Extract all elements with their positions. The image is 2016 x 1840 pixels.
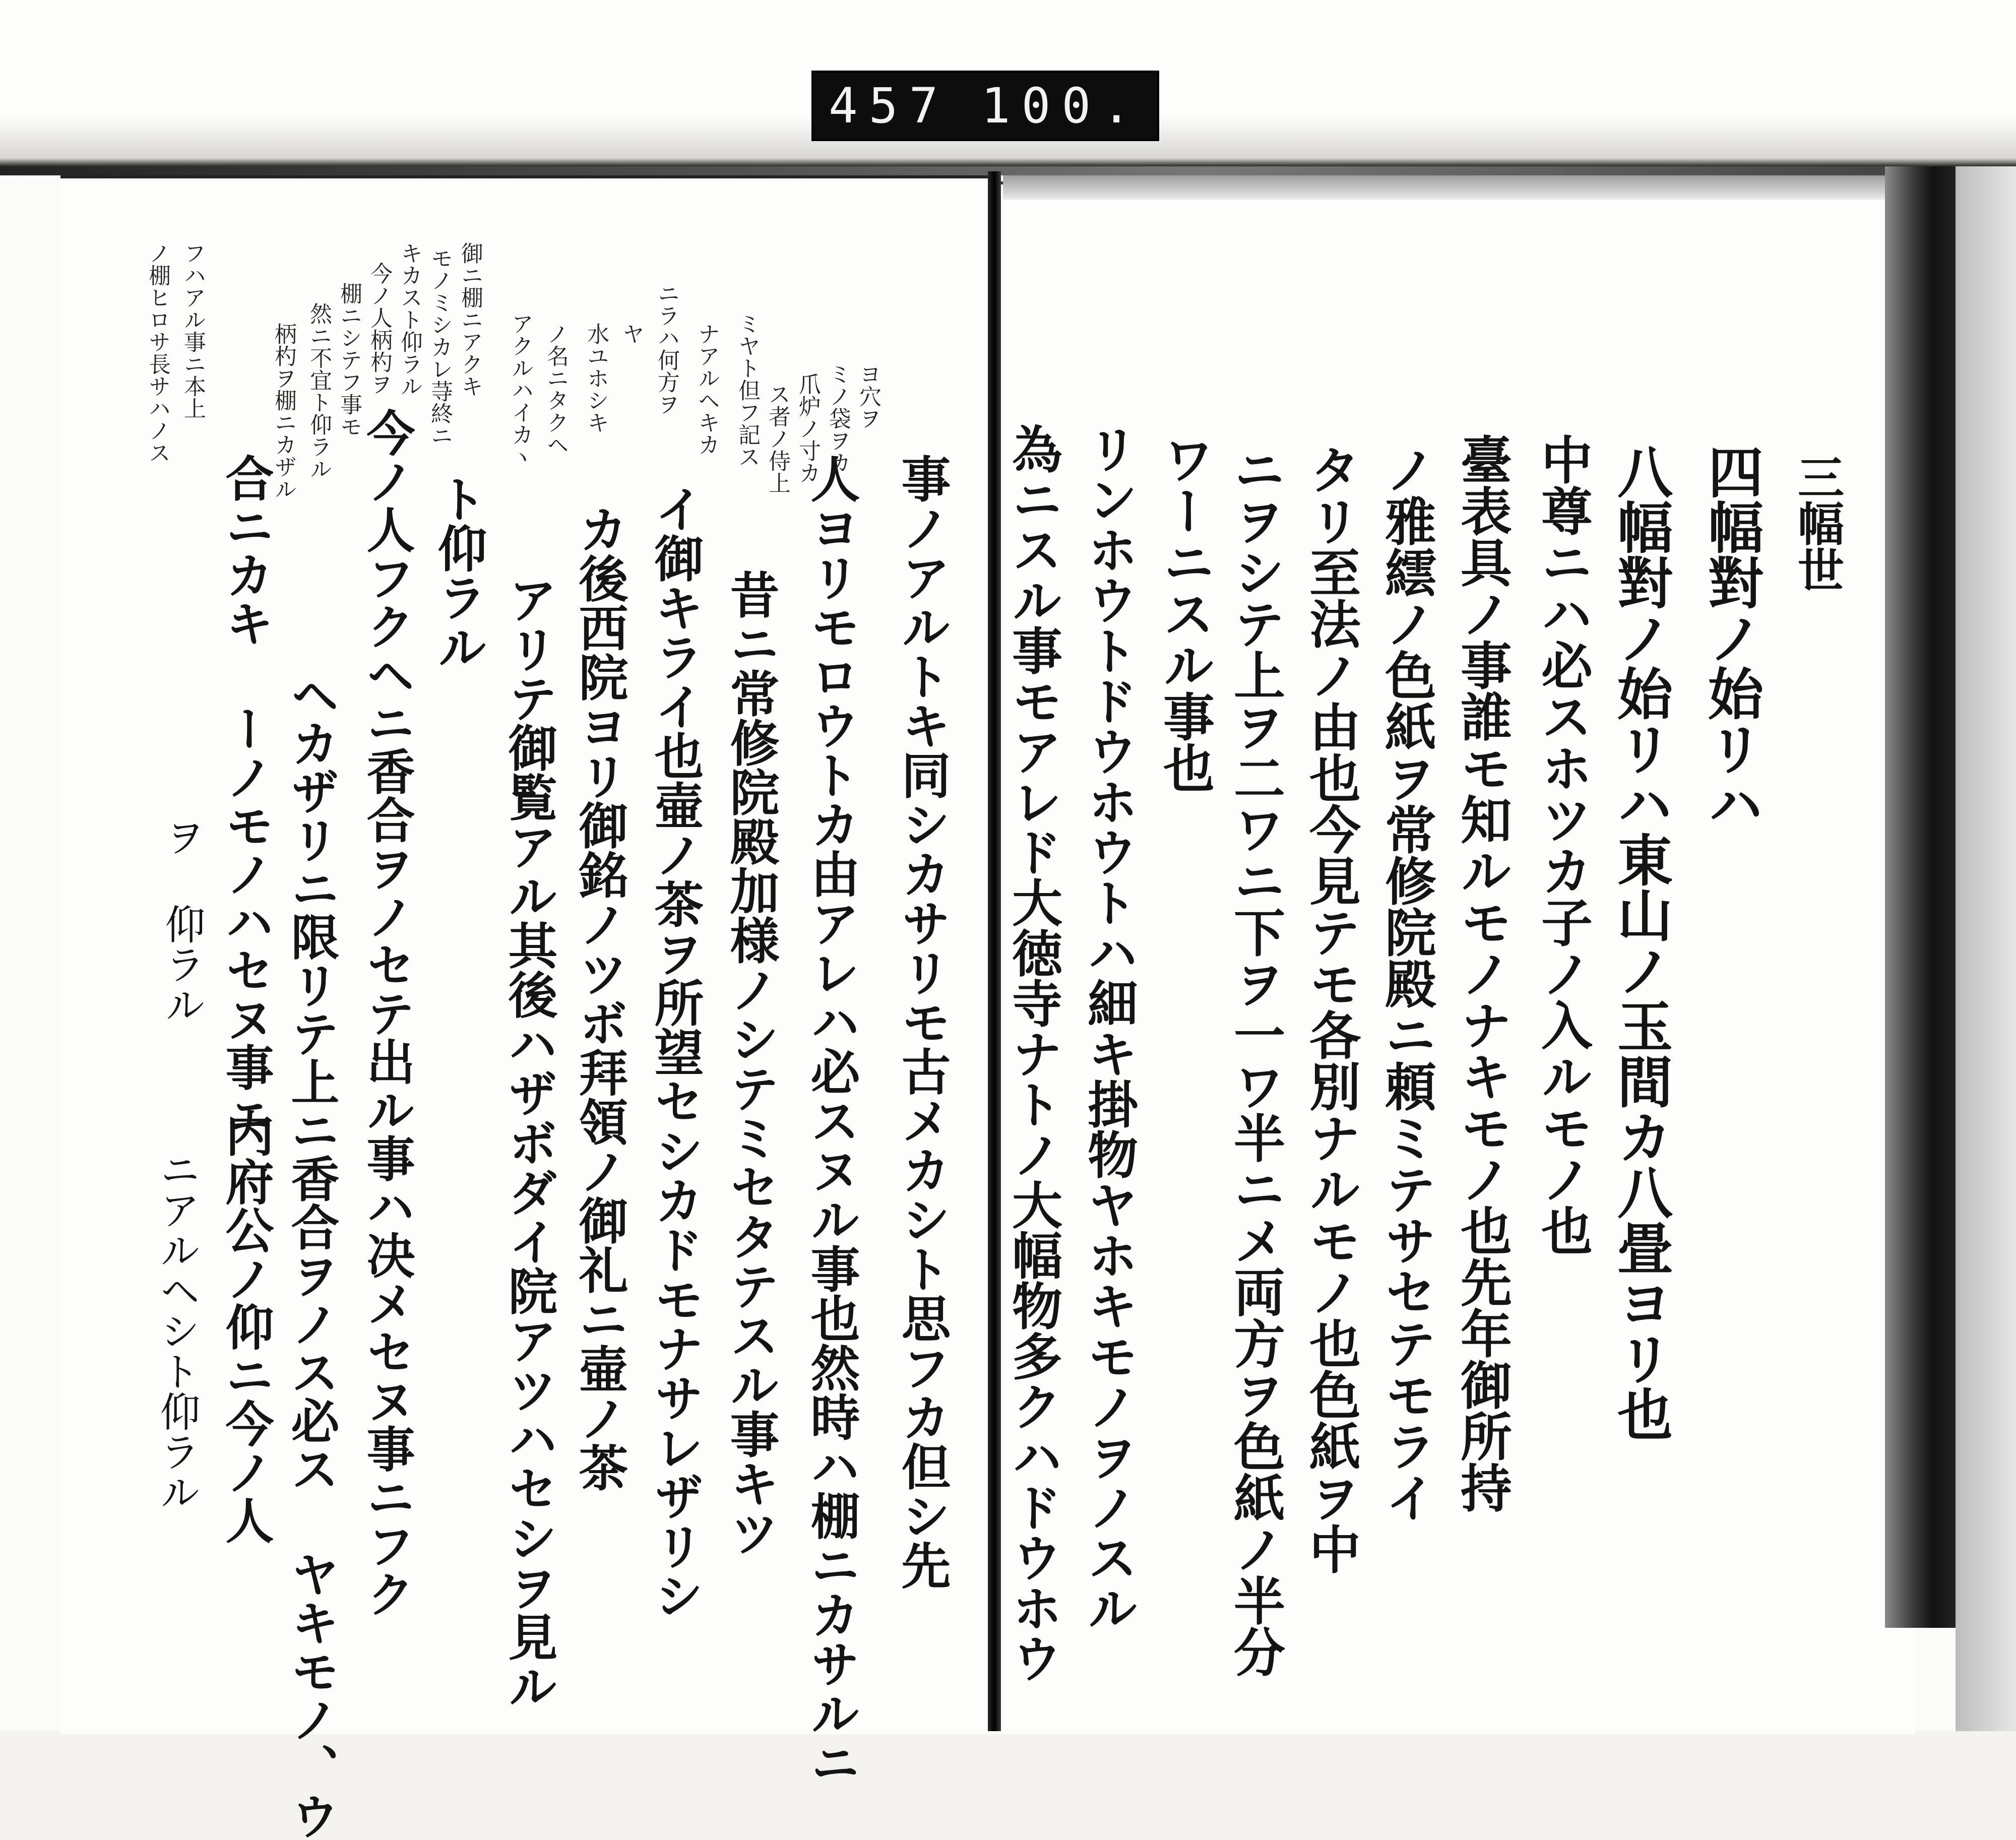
note-18: 柄杓ヲ棚ニカザル (271, 323, 296, 500)
note-19: フハアル事ニ本上 (180, 242, 206, 419)
left-col-1: 事ノアルトキ同シカサリモ古メカシト思フカ但シ先 (893, 454, 951, 1590)
note-3: 爪炉ノ寸カ (795, 373, 821, 484)
note-5: ミヤト但フ記ス (734, 312, 760, 468)
note-2: ミノ袋ヲカ (825, 363, 851, 474)
note-20: ノ棚ヒロサ長サハノス (145, 242, 170, 464)
label-volume-number: 457 (829, 78, 950, 134)
book-top-edge (0, 166, 2016, 175)
right-col-10: リンホウトドウホウトハ細キ掛物ヤホキモノヲノスル (1079, 423, 1139, 1633)
note-7: ニラハ何方ヲ (654, 282, 679, 415)
note-4: ス者ノ侍上 (765, 383, 790, 494)
left-col-10: 合ニカキ ーノモノハセヌ事ニ (218, 454, 275, 1139)
note-6: ナアルヘキカ (694, 323, 720, 456)
left-col-3: 昔ニ常修院殿加様ノシテミセタテスル事キツ (722, 569, 780, 1557)
note-8: ヤ (618, 323, 644, 345)
note-16: 棚ニシテフ事モ (336, 282, 362, 437)
right-col-5: 臺表具ノ事誰モ知ルモノナキモノ也先年御所持 (1452, 433, 1513, 1513)
right-col-2: 四幅對ノ始リハ (1699, 443, 1764, 832)
note-13: モノミシカレ䒭終ニ (427, 247, 453, 447)
bottom-note-2: ニアルヘシト仰ラル (153, 1149, 200, 1512)
right-col-7: タリ至法ノ由也今見テモ各別ナルモノ也色紙ヲ中 (1301, 443, 1361, 1574)
right-col-6: ノ雅繧ノ色紙ヲ常修院殿ニ頼ミテサセテモライ (1376, 443, 1437, 1523)
left-col-4: イ御キライ也壷ノ茶ヲ所望セシカドモナサレザリシ (646, 484, 704, 1620)
bottom-note-1: ヲ 仰ラル (158, 816, 205, 1025)
left-col-5: カ後西院ヨリ御銘ノツボ拜領ノ御礼ニ壷ノ茶 (571, 504, 628, 1492)
book-spine-edge (1956, 166, 2016, 1731)
note-12: 御ニ棚ニアクキ (457, 242, 483, 397)
left-col-8: 今ノ人フクヘニ香合ヲノセテ出ル事ハ决メセヌ事ニフク (359, 408, 416, 1618)
left-col-9: ヘカザリニ限リテ上ニ香合ヲノス必ス ヤキモノ、ウ (283, 670, 340, 1840)
note-9: 水ユホシキ (583, 323, 609, 433)
note-15: 今ノ人柄杓ヲ (366, 262, 392, 395)
left-col-7: ト仰ラル (429, 474, 487, 671)
right-col-9: ワーニスル事也 (1155, 433, 1215, 793)
book-binding-edge (1885, 166, 1966, 1628)
left-col-2: 人ヨリモロウトカ由アレハ必スヌル事也然時ハ棚ニカサルニ (802, 454, 860, 1787)
note-1: ヨ穴ヲ (855, 363, 881, 429)
note-17: 然ニ不宜ト仰ラル (306, 302, 332, 480)
right-col-4: 中尊ニハ必スホツカ子ノ入ルモノ也 (1533, 433, 1593, 1256)
left-col-6: アリテ御覧アル其後ハザボダイ院アツハセシヲ見ル (500, 575, 558, 1710)
right-col-1: 三幅世 (1790, 454, 1845, 593)
note-11: アクルハイカヽ (508, 312, 533, 468)
right-col-11: 為ニスル事モアレド大徳寺ナトノ大幅物多クハドウホウ (1003, 423, 1063, 1683)
note-10: ノ名ニタクヘ (543, 323, 569, 456)
left-col-11: 内府公ノ仰ニ今ノ人 (218, 1109, 275, 1544)
label-page-number: 100. (981, 78, 1142, 134)
note-14: キカスト仰ラル (397, 242, 422, 397)
page-clip-edge (1003, 175, 1890, 200)
right-col-3: 八幅對ノ始リハ東山ノ玉間カ八畳ヨリ也 (1608, 443, 1673, 1441)
right-col-8: ニヲシテ上ヲ二ワニ下ヲ一ワ半ニメ両方ヲ色紙ノ半分 (1225, 443, 1286, 1677)
book-gutter (988, 171, 1001, 1731)
archive-label-plate (811, 71, 1159, 141)
